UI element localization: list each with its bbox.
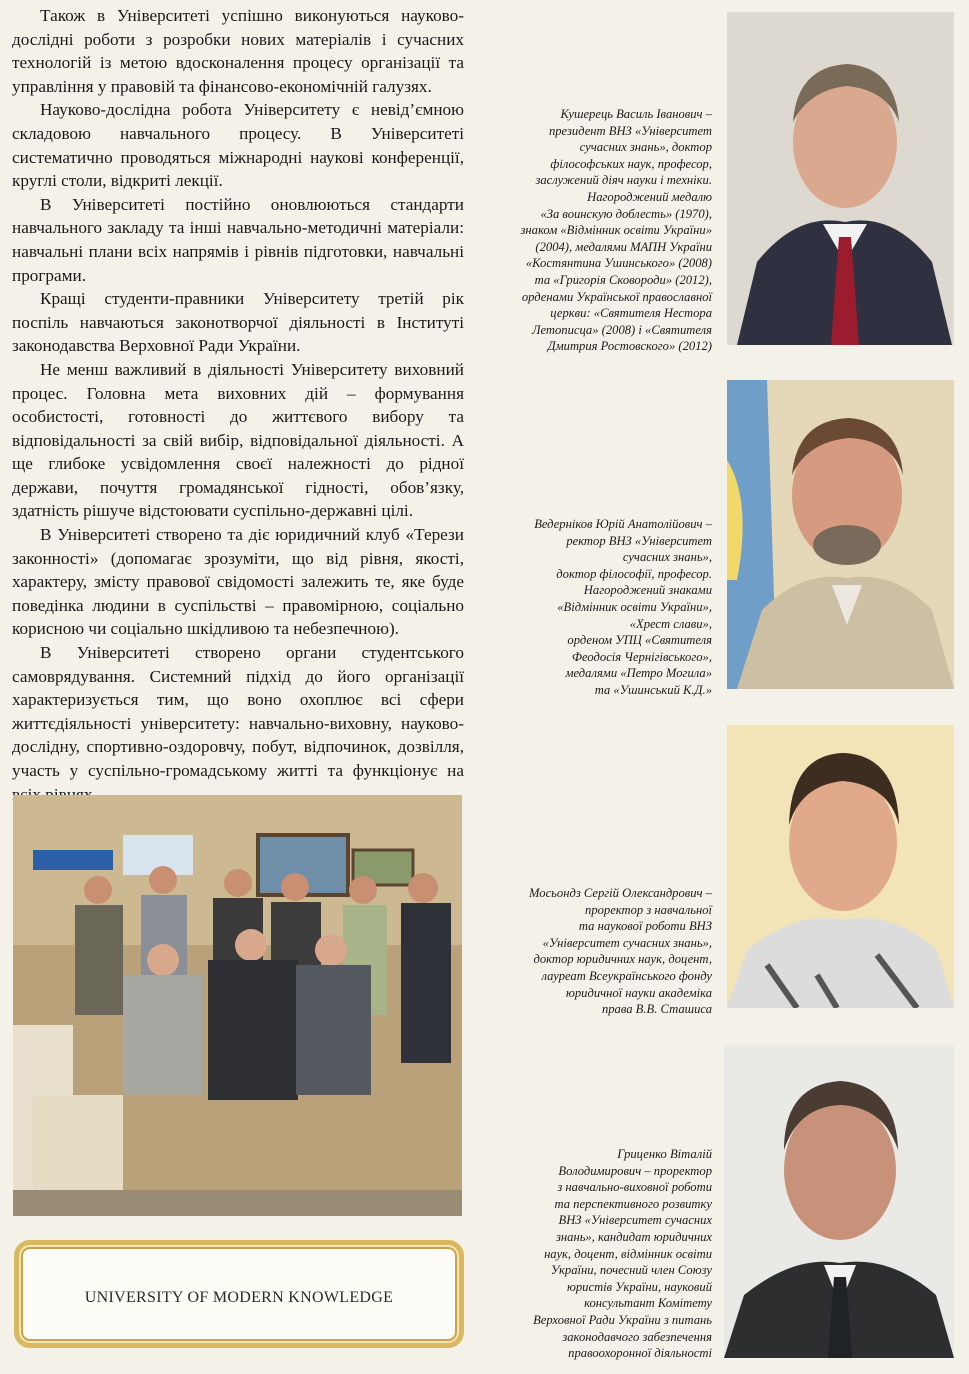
caption-line: консультант Комітету: [584, 1296, 712, 1311]
caption-line: президент ВНЗ «Університет: [548, 123, 712, 138]
caption-line: України, почесний член Союзу: [550, 1263, 712, 1278]
caption-line: та «Григорія Сковороди» (2012),: [534, 272, 712, 287]
caption-line: права В.В. Сташиса: [601, 1002, 712, 1017]
caption-line: та «Ушинський К.Д.»: [594, 682, 712, 697]
caption-line: з навчально-виховної роботи: [557, 1180, 712, 1195]
caption-line: Дмитрия Ростовского» (2012): [547, 339, 712, 354]
caption-line: медалями «Петро Могила»: [565, 666, 712, 681]
caption-line: «За воинскую доблесть» (1970),: [540, 206, 712, 221]
caption-line: заслужений діяч науки і техніки.: [535, 173, 712, 188]
caption-line: Мосьондз Сергій Олександрович –: [528, 886, 712, 900]
caption-line: Летописца» (2008) і «Святителя: [531, 322, 712, 337]
caption-line: Верховної Ради України з питань: [533, 1312, 712, 1327]
caption-line: доктор юридичних наук, доцент,: [533, 952, 712, 967]
paragraph: В Університеті постійно оновлюються стандарти навчального закладу та інші навчально-методичні матеріали: навчальні плани всіх напрямів і рівнів підготовки, навчальні програми.: [12, 194, 464, 285]
university-banner: [14, 1240, 464, 1348]
caption-line: Феодосія Чернігівського»,: [571, 649, 712, 664]
caption-line: Нагороджений медалю: [587, 189, 712, 204]
paragraph: Науково-дослідна робота Університету є невід’ємною складовою навчального процесу. В Університеті систематично проводяться міжнародні наукові конференції, круглі столи, відкриті лекції.: [12, 100, 464, 191]
portrait-photo-rector: [727, 380, 954, 689]
caption-line: церкви: «Святителя Нестора: [550, 306, 712, 321]
paragraph: В Університеті створено та діє юридичний клуб «Терези законності» (допомагає зрозуміти, що від рівня, якості, характеру, змісту правової свідомості залежить те, яке буде поведінка людини в суспільстві – правомірною, соціально корисною чи соціально шкідливою та небезпечною).: [12, 525, 464, 639]
caption-line: «Університет сучасних знань»,: [542, 935, 712, 950]
caption-line: ВНЗ «Університет сучасних: [558, 1213, 712, 1228]
caption-line: лауреат Всеукраїнського фонду: [541, 968, 712, 983]
caption-line: Кушерець Василь Іванович –: [560, 107, 712, 121]
caption-line: Ведерніков Юрій Анатолійович –: [534, 517, 712, 531]
caption-line: філософських наук, професор,: [550, 156, 712, 171]
paragraph: В Університеті створено органи студентського самоврядування. Системний підхід до його організації характеризується тим, що воно охоплює всі сфери життєдіяльності університету: навчально-виховну, науково-дослідну, спортивно-оздоровчу, побут, відпочинок, дозвілля, участь у суспільно-громадському житті та функціонує на: [12, 643, 464, 780]
group-photo: [13, 795, 462, 1216]
caption-line: орденом УПЦ «Святителя: [567, 633, 712, 648]
caption-president: [490, 106, 712, 355]
caption-line: ректор ВНЗ «Університет: [566, 533, 712, 548]
caption-vice-rector-education: [490, 1146, 712, 1362]
paragraph: Також в Університеті успішно виконуються науково-дослідні роботи з розробки нових матеріалів і сучасних технологій із метою вдосконалення процесу організації та управління у правовій та фінансово-економічній галузях.: [12, 6, 464, 96]
caption-rector: [490, 516, 712, 699]
caption-vice-rector-academic: [490, 885, 712, 1018]
caption-line: юридичної науки академіка: [565, 985, 712, 1000]
caption-line: Володимирович – проректор: [558, 1163, 712, 1178]
portrait-photo-president: [727, 12, 954, 345]
caption-line: Нагороджений знаками: [583, 583, 712, 598]
paragraph: Кращі студенти-правники Університету третій рік поспіль навчаються законотворчої діяльності в Інституті законодавства Верховної Ради України.: [12, 289, 464, 356]
caption-line: сучасних знань»,: [622, 550, 712, 565]
caption-line: наук, доцент, відмінник освіти: [544, 1246, 712, 1261]
banner-text: UNIVERSITY OF MODERN KNOWLEDGE: [84, 1289, 394, 1306]
caption-line: доктор філософії, професор.: [556, 566, 712, 581]
caption-line: правоохоронної діяльності: [568, 1346, 712, 1361]
caption-line: знаком «Відмінник освіти України»: [520, 223, 712, 238]
caption-line: проректор з навчальної: [585, 902, 712, 917]
caption-line: юристів України, науковий: [567, 1279, 712, 1294]
portrait-photo-vice-rector-academic: [727, 725, 954, 1008]
caption-line: «Костянтина Ушинського» (2008): [525, 256, 712, 271]
caption-line: та наукової роботи ВНЗ: [578, 919, 712, 934]
caption-line: законодавчого забезпечення: [562, 1329, 712, 1344]
caption-line: (2004), медалями МАПН України: [535, 239, 712, 254]
caption-line: «Хрест слави»,: [629, 616, 712, 631]
caption-line: сучасних знань», доктор: [579, 140, 712, 155]
caption-line: «Відмінник освіти України»,: [557, 599, 712, 614]
caption-line: та перспективного розвитку: [554, 1196, 712, 1211]
main-text-column: [12, 4, 464, 806]
caption-line: орденами Української православної: [521, 289, 712, 304]
caption-line: Гриценко Віталій: [617, 1147, 712, 1161]
paragraph: Не менш важливий в діяльності Університету виховний процес. Головна мета виховних дій – формування особистості, готовності до життєвого вибору та відповідальності за свій вибір, відповідальної діяльності. А ще глибоке усвідомлення своєї належності до рідної держави, почуття громадянської гідності, обов’язку, здатність рішуче відстоювати суспільно-державні цілі.: [12, 359, 464, 521]
caption-line: знань», кандидат юридичних: [555, 1229, 712, 1244]
portrait-photo-vice-rector-education: [724, 1045, 954, 1358]
